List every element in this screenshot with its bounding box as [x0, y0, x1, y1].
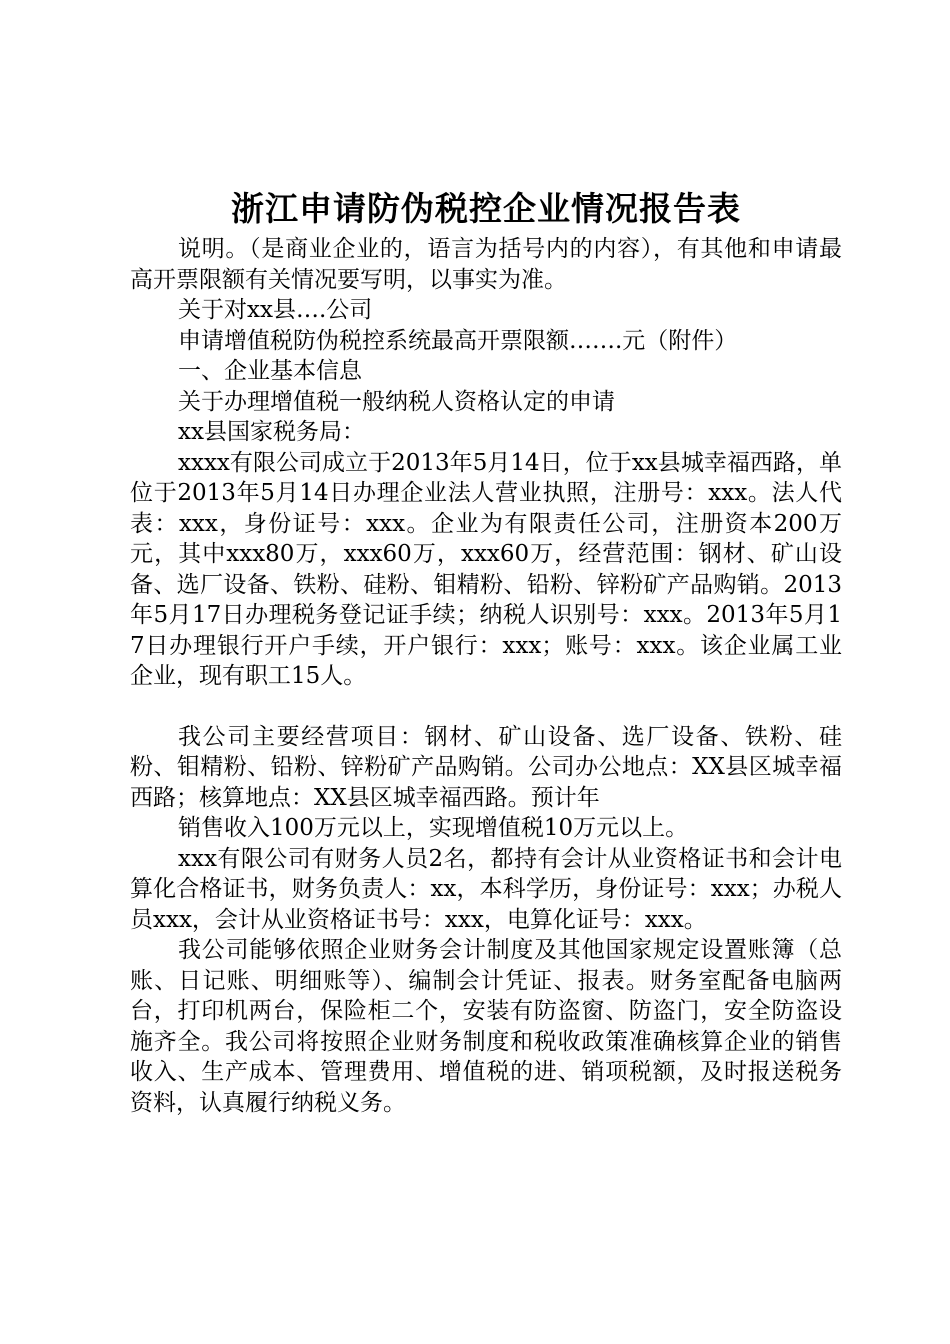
paragraph-spacer: [130, 692, 842, 722]
section-heading-basic-info: 一、企业基本信息: [178, 358, 362, 384]
document-page: [130, 186, 842, 1118]
paragraph-finance-staff: xxx有限公司有财务人员2名，都持有会计从业资格证书和会计电算化合格证书，财务负责人：xx，本科学历，身份证号：xxx；办税人员xxx，会计从业资格证书号：xxx，电算化证号：xxx。: [130, 845, 842, 933]
paragraph-addressee: xx县国家税务局：: [178, 419, 365, 445]
paragraph-accounting-system: 我公司能够依照企业财务会计制度及其他国家规定设置账簿（总账、日记账、明细账等）、编制会计凭证、报表。财务室配备电脑两台，打印机两台，保险柜二个，安装有防盗窗、防盗门，安全防盗设施齐全。我公司将按照企业财务制度和税收政策准确核算企业的销售收入、生产成本、管理费用、增值税的进、销项税额，及时报送税务资料，认真履行纳税义务。: [130, 937, 842, 1116]
paragraph-sales-forecast: 销售收入100万元以上，实现增值税10万元以上。: [178, 815, 689, 841]
document-title: 浙江申请防伪税控企业情况报告表: [231, 189, 741, 228]
paragraph-business-scope: 我公司主要经营项目：钢材、矿山设备、选厂设备、铁粉、硅粉、钼精粉、铅粉、锌粉矿产品购销。公司办公地点：XX县区城幸福西路；核算地点：XX县区城幸福西路。预计年: [130, 723, 842, 811]
paragraph-application-title: 关于办理增值税一般纳税人资格认定的申请: [178, 388, 615, 415]
paragraph-company-ref: 关于对xx县….公司: [178, 297, 373, 323]
paragraph-explanation: 说明。（是商业企业的，语言为括号内的内容），有其他和申请最高开票限额有关情况要写明，以事实为准。: [130, 236, 842, 293]
paragraph-company-info: xxxx有限公司成立于2013年5月14日，位于xx县城幸福西路，单位于2013年5月14日办理企业法人营业执照，注册号：xxx。法人代表：xxx，身份证号：xxx。企业为有限责任公司，注册资本200万元，其中xxx80万，xxx60万，xxx60万，经营范围：钢材、矿山设备、选厂设备、铁粉、硅粉、钼精粉、铅粉、锌粉矿产品购销。2013年5月17日办理税务登记证手续；纳税人识别号：xxx。2013年5月17日办理银行开户手续，开户银行：xxx；账号：xxx。该企业属工业企业，现有职工15人。: [130, 449, 842, 689]
paragraph-limit-request: 申请增值税防伪税控系统最高开票限额…….元（附件）: [178, 327, 738, 354]
